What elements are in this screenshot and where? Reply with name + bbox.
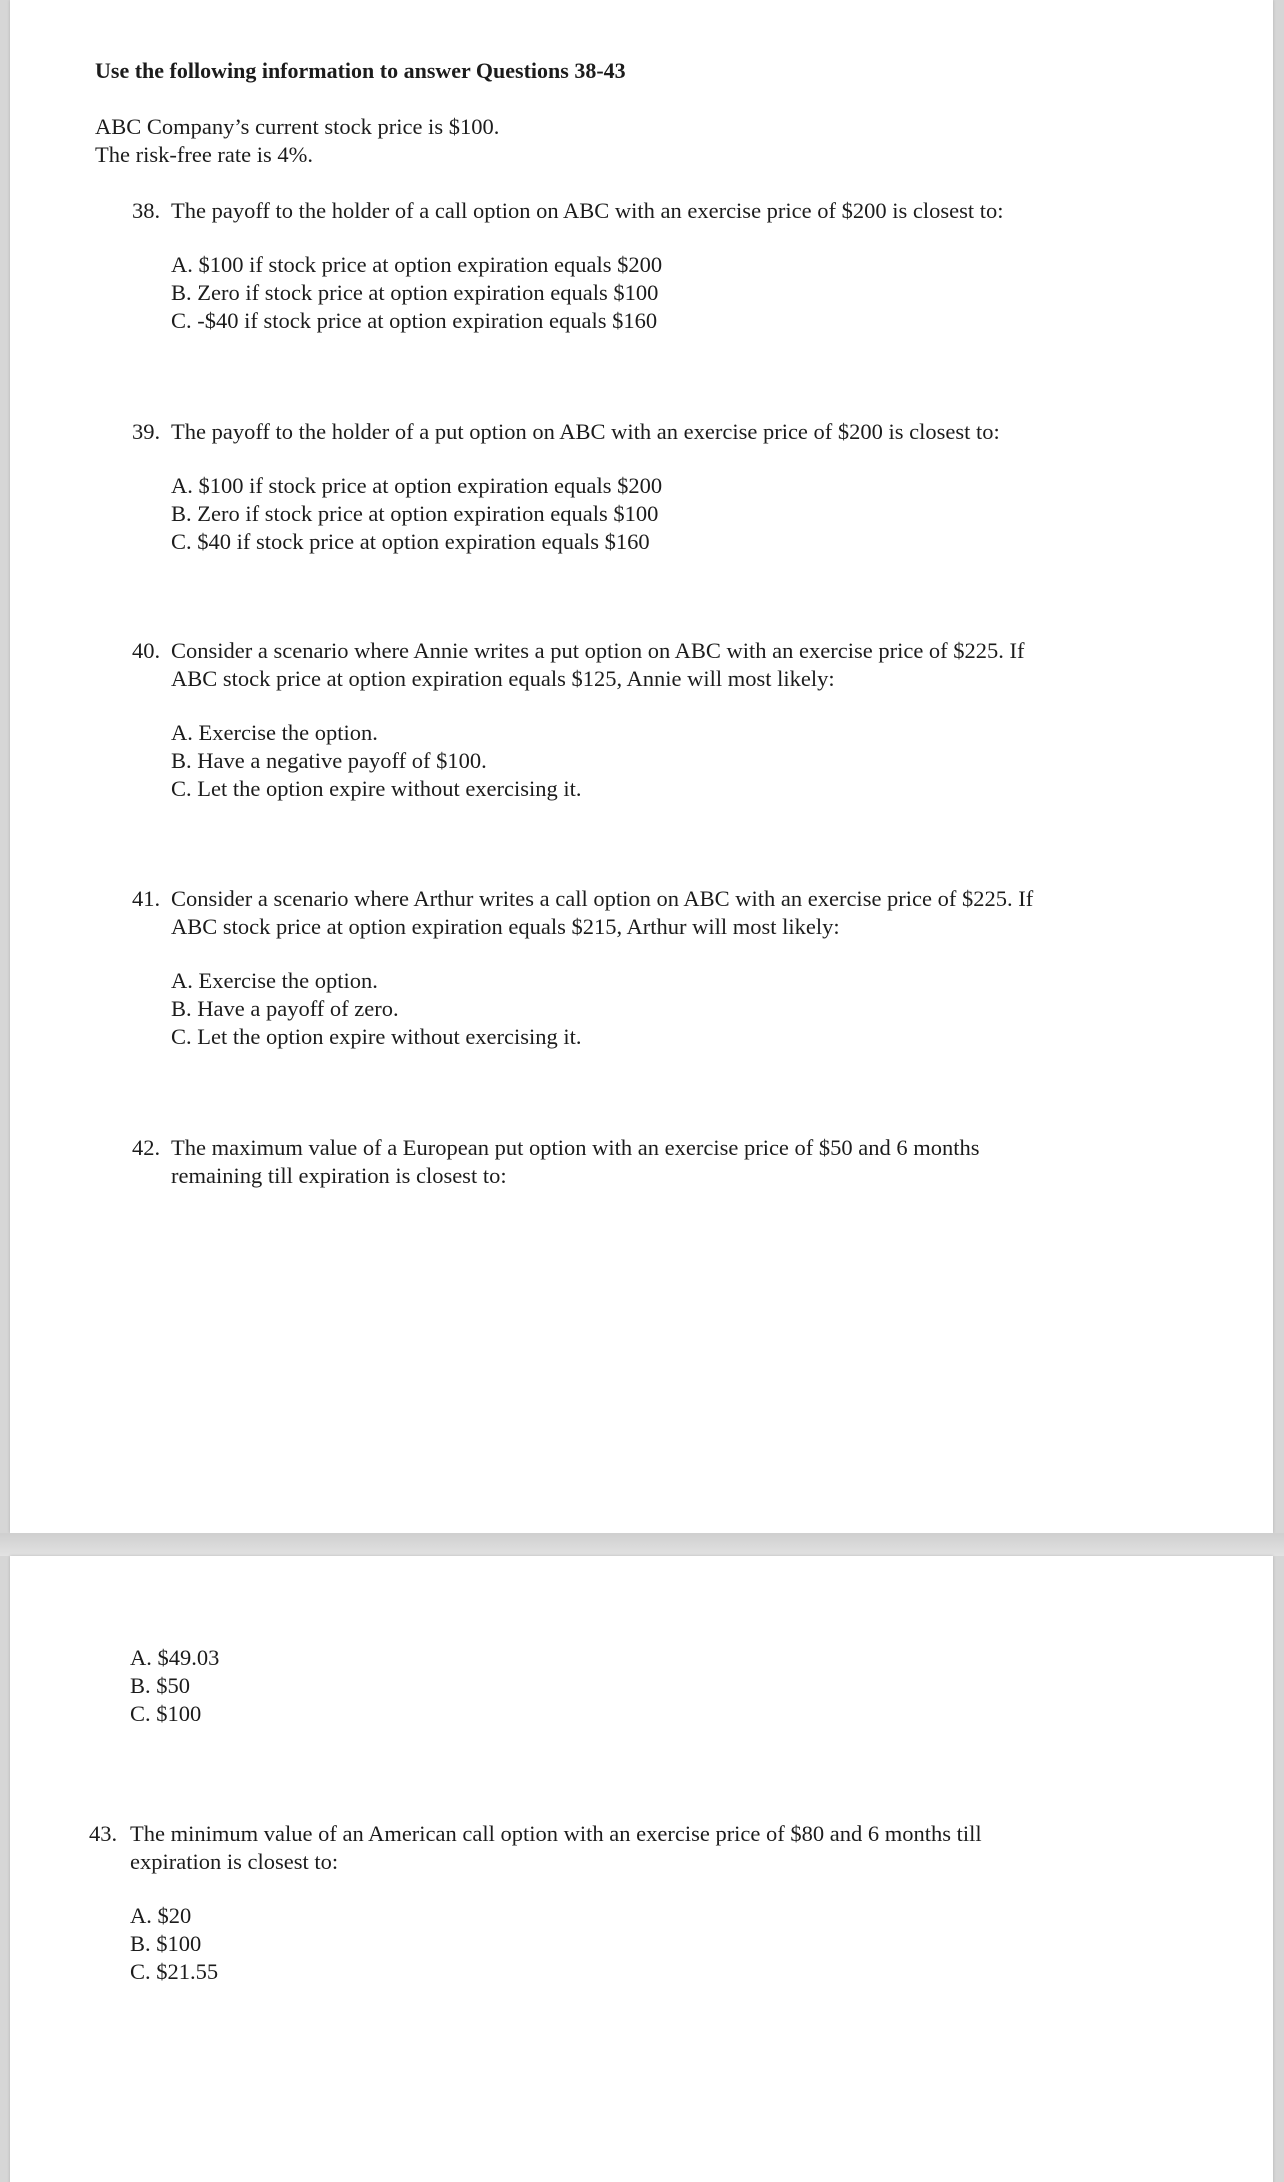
question-text: Consider a scenario where Arthur writes a call option on ABC with an exercise price of $225. If <box>171 886 1034 911</box>
question-number: 42. <box>132 1135 161 1160</box>
answer-option: C. $100 <box>130 1701 202 1726</box>
question-text: ABC stock price at option expiration equals $215, Arthur will most likely: <box>171 914 840 939</box>
answer-option: A. Exercise the option. <box>171 720 378 745</box>
answer-option: B. Zero if stock price at option expiration equals $100 <box>171 280 659 305</box>
answer-option: C. -$40 if stock price at option expiration equals $160 <box>171 308 658 333</box>
document-page-2 <box>10 1556 1273 2182</box>
question-text: remaining till expiration is closest to: <box>171 1163 507 1188</box>
answer-option: A. $49.03 <box>130 1645 220 1670</box>
intro-line: ABC Company’s current stock price is $100. <box>95 114 500 139</box>
page-gap <box>0 1533 1284 1556</box>
answer-option: B. Zero if stock price at option expiration equals $100 <box>171 501 659 526</box>
question-number: 39. <box>132 419 161 444</box>
question-text: The payoff to the holder of a call option on ABC with an exercise price of $200 is closest to: <box>171 198 1004 223</box>
answer-option: C. Let the option expire without exercising it. <box>171 1024 582 1049</box>
answer-option: B. $100 <box>130 1931 202 1956</box>
section-heading: Use the following information to answer Questions 38-43 <box>95 58 626 83</box>
answer-option: A. Exercise the option. <box>171 968 378 993</box>
question-text: The payoff to the holder of a put option on ABC with an exercise price of $200 is closest to: <box>171 419 1000 444</box>
document-page-1 <box>10 0 1273 1533</box>
question-number: 43. <box>89 1821 118 1846</box>
question-number: 40. <box>132 638 161 663</box>
question-number: 41. <box>132 886 161 911</box>
answer-option: A. $100 if stock price at option expiration equals $200 <box>171 473 663 498</box>
question-text: expiration is closest to: <box>130 1849 339 1874</box>
answer-option: B. $50 <box>130 1673 191 1698</box>
question-text: Consider a scenario where Annie writes a put option on ABC with an exercise price of $225. If <box>171 638 1025 663</box>
answer-option: C. Let the option expire without exercising it. <box>171 776 582 801</box>
question-text: ABC stock price at option expiration equals $125, Annie will most likely: <box>171 666 835 691</box>
question-text: The minimum value of an American call option with an exercise price of $80 and 6 months till <box>130 1821 982 1846</box>
answer-option: B. Have a payoff of zero. <box>171 996 399 1021</box>
question-number: 38. <box>132 198 161 223</box>
answer-option: B. Have a negative payoff of $100. <box>171 748 487 773</box>
intro-line: The risk-free rate is 4%. <box>95 142 314 167</box>
question-text: The maximum value of a European put option with an exercise price of $50 and 6 months <box>171 1135 980 1160</box>
answer-option: C. $40 if stock price at option expiration equals $160 <box>171 529 650 554</box>
answer-option: A. $100 if stock price at option expiration equals $200 <box>171 252 663 277</box>
answer-option: A. $20 <box>130 1903 192 1928</box>
answer-option: C. $21.55 <box>130 1959 219 1984</box>
